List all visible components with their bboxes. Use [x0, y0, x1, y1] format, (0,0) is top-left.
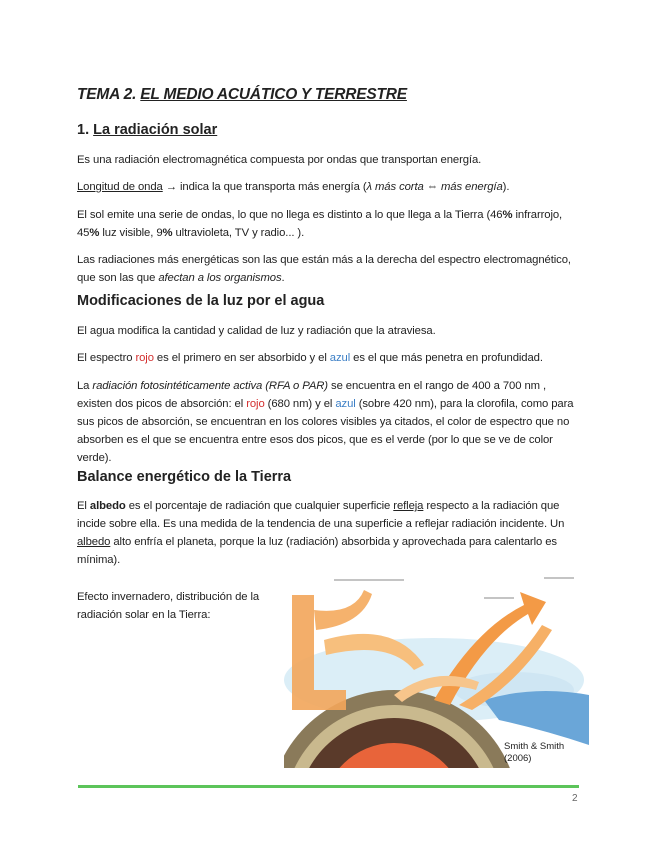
text-span: ). [502, 181, 510, 193]
text-span: luz visible, 9 [99, 227, 163, 239]
paragraph-wavelength [77, 178, 577, 196]
red-word: rojo [135, 352, 154, 364]
text-span: se encuentra en el rango de 400 a 700 nm , existen dos picos de absorción: el [77, 380, 547, 410]
text-span: . [281, 272, 285, 284]
text-span: El [77, 500, 90, 512]
bold-term: albedo [89, 500, 126, 512]
text-span: es el primero en ser absorbido y el [153, 352, 330, 364]
text-span: alto enfría el planeta, porque la luz (radiación) absorbida y aprovechada para calentarlo es mínima). [77, 536, 557, 566]
section-heading-balance: Balance energético de la Tierra [77, 469, 292, 485]
page-number: 2 [572, 793, 578, 804]
text-span: El espectro [77, 352, 136, 364]
paragraph-spectrum [77, 349, 577, 367]
paragraph-water-modifies: El agua modifica la cantidad y calidad de luz y radiación que la atraviesa. [77, 325, 436, 337]
emphasis-text: afectan a los organismos [158, 272, 282, 284]
term-longitud-onda: Longitud de onda [77, 181, 163, 193]
text-span: es el que más penetra en profundidad. [350, 352, 543, 364]
emphasis-text: radiación fotosintéticamente activa (RFA o PAR) [92, 380, 328, 392]
underlined-term: albedo [77, 536, 111, 548]
text-span: infrarrojo, 45 [77, 209, 563, 239]
text-span: es el porcentaje de radiación que cualquier superficie [125, 500, 394, 512]
text-span: % [502, 209, 513, 221]
section-heading-text: La radiación solar [93, 122, 218, 138]
blue-word: azul [335, 398, 356, 410]
paragraph-definition: Es una radiación electromagnética compuesta por ondas que transportan energía. [77, 154, 482, 166]
text-span: Las radiaciones más energéticas son las que están más a la derecha del espectro electromagnético, que son las que [77, 254, 571, 284]
greenhouse-figure [284, 570, 589, 768]
figure-caption: Efecto invernadero, distribución de la radiación solar en la Tierra: [77, 591, 260, 621]
underlined-term: refleja [393, 500, 424, 512]
text-span: (sobre 420 nm), para la clorofila, como para sus picos de absorción, se encuentran en los colores visibles ya citados, el color de espectro que no absorben es el que se encuentra entre esos dos picos, que es el verde (por lo que se ve de color verde). [77, 398, 574, 464]
text-span: El sol emite una serie de ondas, lo que no llega es distinto a lo que llega a la Tierra (46 [77, 209, 503, 221]
paragraph-albedo [77, 497, 577, 569]
title-prefix: TEMA 2. [77, 86, 141, 103]
text-span: La [77, 380, 93, 392]
red-word: rojo [246, 398, 265, 410]
title-main: EL MEDIO ACUÁTICO Y TERRESTRE [140, 86, 407, 103]
section-number: 1. [77, 122, 94, 138]
section-heading-agua: Modificaciones de la luz por el agua [77, 293, 325, 309]
paragraph-energetic-radiation [77, 251, 577, 287]
text-span: % [162, 227, 173, 239]
section-heading-radiacion [77, 122, 217, 138]
text-span: respecto a la radiación que incide sobre ella. Es una medida de la tendencia de una superficie a reflejar radiación incidente. Un [77, 500, 565, 530]
paragraph-par [77, 377, 577, 467]
figure-credit: Smith & Smith (2006) [504, 741, 565, 764]
emphasis-text: λ más corta ⇔ más energía [366, 181, 503, 193]
paragraph-sun-emission [77, 206, 577, 242]
page-title [77, 86, 407, 104]
footer-divider [78, 785, 579, 788]
text-span: (680 nm) y el [264, 398, 336, 410]
text-span: → indica la que transporta más energía ( [162, 181, 367, 193]
text-span: ultravioleta, TV y radio... ). [172, 227, 305, 239]
blue-word: azul [329, 352, 351, 364]
text-span: % [89, 227, 100, 239]
